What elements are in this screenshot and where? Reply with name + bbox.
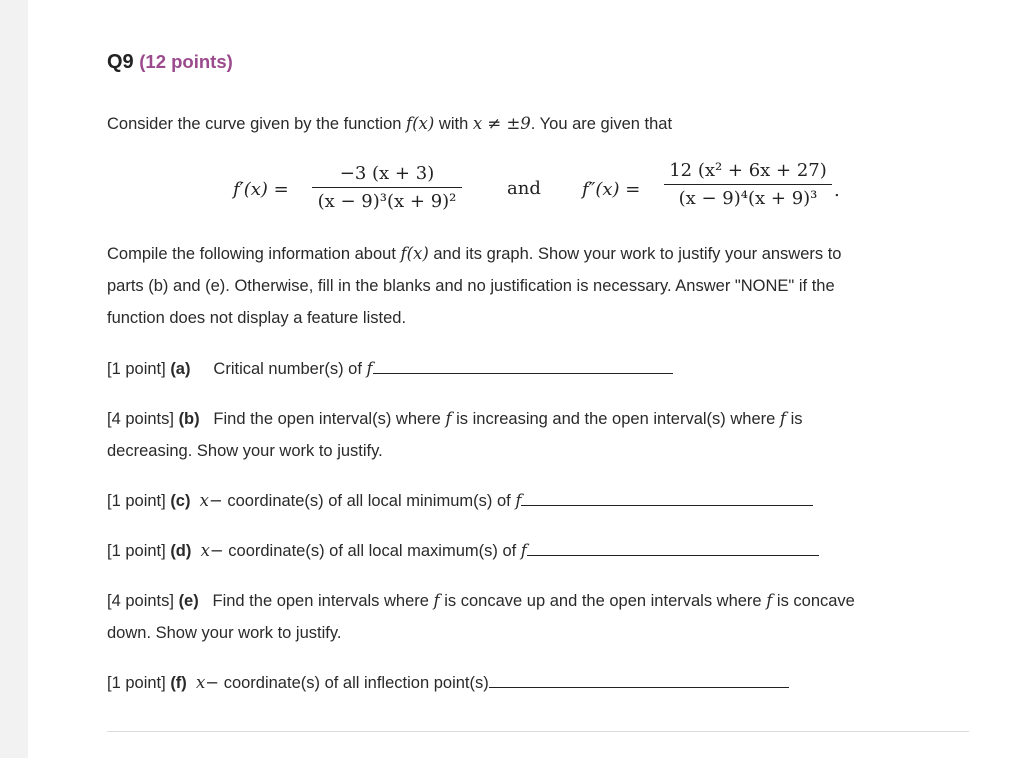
- part-b-line2: decreasing. Show your work to justify.: [107, 442, 383, 460]
- question-points: (12 points): [139, 51, 233, 72]
- equation-period: .: [834, 180, 840, 201]
- question-card: [28, 0, 1024, 758]
- intro-mid: with: [434, 115, 473, 133]
- intro-before: Consider the curve given by the function: [107, 115, 407, 133]
- part-d: [1 point] (d) x− coordinate(s) of all local maximum(s) of f: [107, 535, 819, 567]
- question-number: Q9: [107, 51, 134, 73]
- divider: [107, 731, 969, 732]
- fprime-fraction-bar: [312, 187, 462, 188]
- part-c: [1 point] (c) x− coordinate(s) of all local minimum(s) of f: [107, 485, 813, 517]
- instructions-line1: Compile the following information about f(x) and its graph. Show your work to justify your answers to: [107, 244, 842, 263]
- part-d-blank[interactable]: [527, 537, 819, 556]
- part-f: [1 point] (f) x− coordinate(s) of all inflection point(s): [107, 667, 789, 699]
- instructions-line3: function does not display a feature listed.: [107, 309, 407, 327]
- instructions-line2: parts (b) and (e). Otherwise, fill in the blanks and no justification is necessary. Answer "NONE" if the: [107, 277, 835, 295]
- intro-text: [107, 108, 672, 140]
- fdouble-fraction: [664, 160, 832, 209]
- intro-func: f(x): [406, 114, 435, 133]
- part-a-blank[interactable]: [373, 355, 673, 374]
- part-f-blank[interactable]: [489, 669, 789, 688]
- fdouble-denominator: (x − 9)⁴(x + 9)³: [678, 188, 818, 209]
- intro-after: . You are given that: [530, 115, 673, 133]
- fprime-numerator: −3 (x + 3): [339, 163, 435, 184]
- fdouble-numerator: 12 (x² + 6x + 27): [669, 160, 827, 181]
- fprime-lhs: f′(x) =: [233, 179, 289, 200]
- fdouble-lhs: f″(x) =: [582, 179, 641, 200]
- fdouble-fraction-bar: [664, 184, 832, 185]
- fprime-fraction: [312, 163, 462, 212]
- part-e-line1: [4 points] (e) Find the open intervals where f is concave up and the open intervals where f is concave: [107, 591, 855, 610]
- part-b-line1: [4 points] (b) Find the open interval(s) where f is increasing and the open interval(s) where f is: [107, 409, 803, 428]
- part-e-line2: down. Show your work to justify.: [107, 624, 342, 642]
- intro-condition: x ≠ ±9: [472, 114, 531, 133]
- fprime-denominator: (x − 9)³(x + 9)²: [317, 191, 457, 212]
- part-c-blank[interactable]: [521, 487, 813, 506]
- and-word: and: [507, 178, 541, 199]
- question-title: [107, 51, 233, 74]
- part-a: [1 point] (a) Critical number(s) of f: [107, 353, 673, 385]
